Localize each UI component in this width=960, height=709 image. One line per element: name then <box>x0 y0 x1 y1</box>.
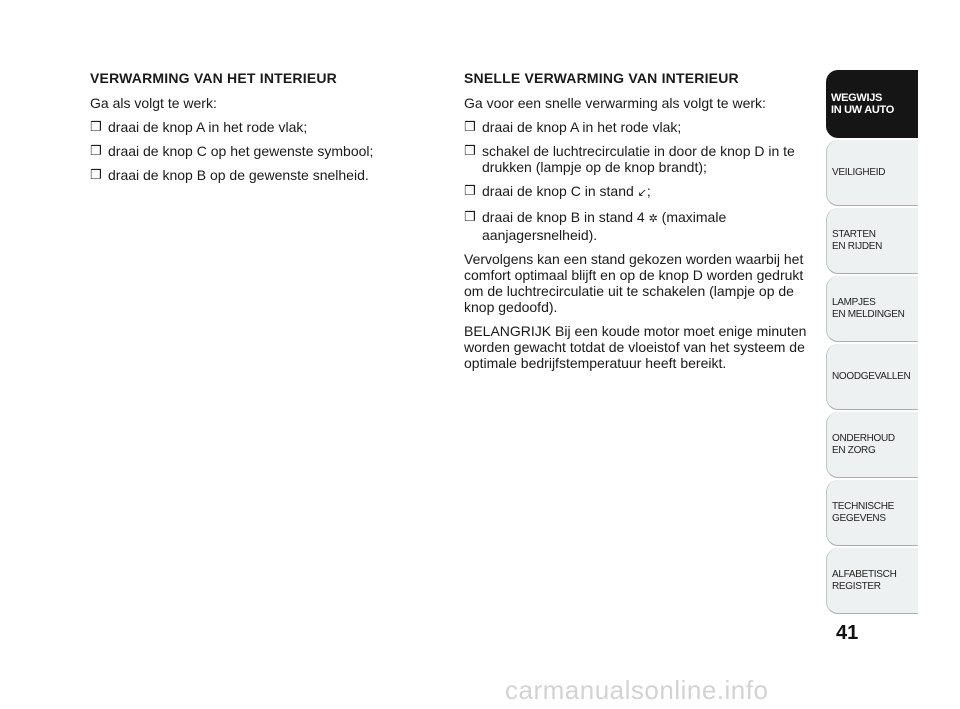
list-item <box>464 143 814 175</box>
intro-text: Ga voor een snelle verwarming als volgt te werk: <box>464 95 766 111</box>
list-item <box>464 119 814 135</box>
tab-starten-en-rijden[interactable]: STARTEN EN RIJDEN <box>826 208 918 274</box>
watermark: carmanualsonline.info <box>505 675 769 705</box>
list-item-text: draai de knop C op het gewenste symbool; <box>108 143 374 159</box>
list-item-text: draai de knop A in het rode vlak; <box>108 119 308 135</box>
list-item <box>464 209 814 243</box>
feet-airflow-icon: ↙ <box>637 187 647 199</box>
list-item-text-part: draai de knop B in stand 4 <box>482 209 649 225</box>
checkbox-bullet-icon: ❒ <box>464 183 476 198</box>
tab-onderhoud-en-zorg[interactable]: ONDERHOUD EN ZORG <box>826 412 918 478</box>
list-item-text <box>482 183 814 201</box>
checkbox-bullet-icon: ❒ <box>90 143 102 158</box>
list-item-text-part: (maximale aanjagersnelheid). <box>482 209 727 243</box>
tab-lampjes-en-meldingen[interactable]: LAMPJES EN MELDINGEN <box>826 276 918 342</box>
list-item <box>90 167 440 183</box>
intro-text: Ga als volgt te werk: <box>90 95 217 111</box>
tab-noodgevallen[interactable]: NOODGEVALLEN <box>826 344 918 410</box>
checkbox-bullet-icon: ❒ <box>464 143 476 158</box>
chapter-tabs <box>826 70 918 616</box>
right-column <box>464 70 814 379</box>
list-item <box>90 119 440 135</box>
fan-speed-icon: ✲ <box>648 213 658 225</box>
left-column <box>90 70 440 191</box>
section-heading-fast-heating: SNELLE VERWARMING VAN INTERIEUR <box>464 70 739 86</box>
list-item-text: draai de knop B op de gewenste snelheid. <box>108 167 369 183</box>
checkbox-bullet-icon: ❒ <box>464 209 476 224</box>
list-item-text <box>482 209 814 243</box>
body-paragraph: Vervolgens kan een stand gekozen worden waarbij het comfort optimaal blijft en op de knop D worden gedrukt om de luchtrecirculatie uit te schakelen (lampje op de knop gedoofd). <box>464 251 804 315</box>
tab-alfabetisch-register[interactable]: ALFABETISCH REGISTER <box>826 548 918 614</box>
checkbox-bullet-icon: ❒ <box>90 119 102 134</box>
list-item-text-part: ; <box>646 183 651 199</box>
checkbox-bullet-icon: ❒ <box>464 119 476 134</box>
page-number: 41 <box>836 622 859 644</box>
list-item-text-part: draai de knop C in stand <box>482 183 638 199</box>
list-item <box>90 143 440 159</box>
list-item-text: draai de knop A in het rode vlak; <box>482 119 682 135</box>
tab-wegwijs[interactable]: WEGWIJS IN UW AUTO <box>826 70 918 138</box>
list-item-text: schakel de luchtrecirculatie in door de knop D in te drukken (lampje op de knop brandt); <box>482 143 795 175</box>
section-heading-heating: VERWARMING VAN HET INTERIEUR <box>90 70 337 86</box>
important-note: BELANGRIJK Bij een koude motor moet enige minuten worden gewacht totdat de vloeistof van het systeem de optimale bedrijfstemperatuur heeft bereikt. <box>464 323 807 371</box>
checkbox-bullet-icon: ❒ <box>90 167 102 182</box>
tab-technische-gegevens[interactable]: TECHNISCHE GEGEVENS <box>826 480 918 546</box>
list-item <box>464 183 814 201</box>
tab-veiligheid[interactable]: VEILIGHEID <box>826 140 918 206</box>
